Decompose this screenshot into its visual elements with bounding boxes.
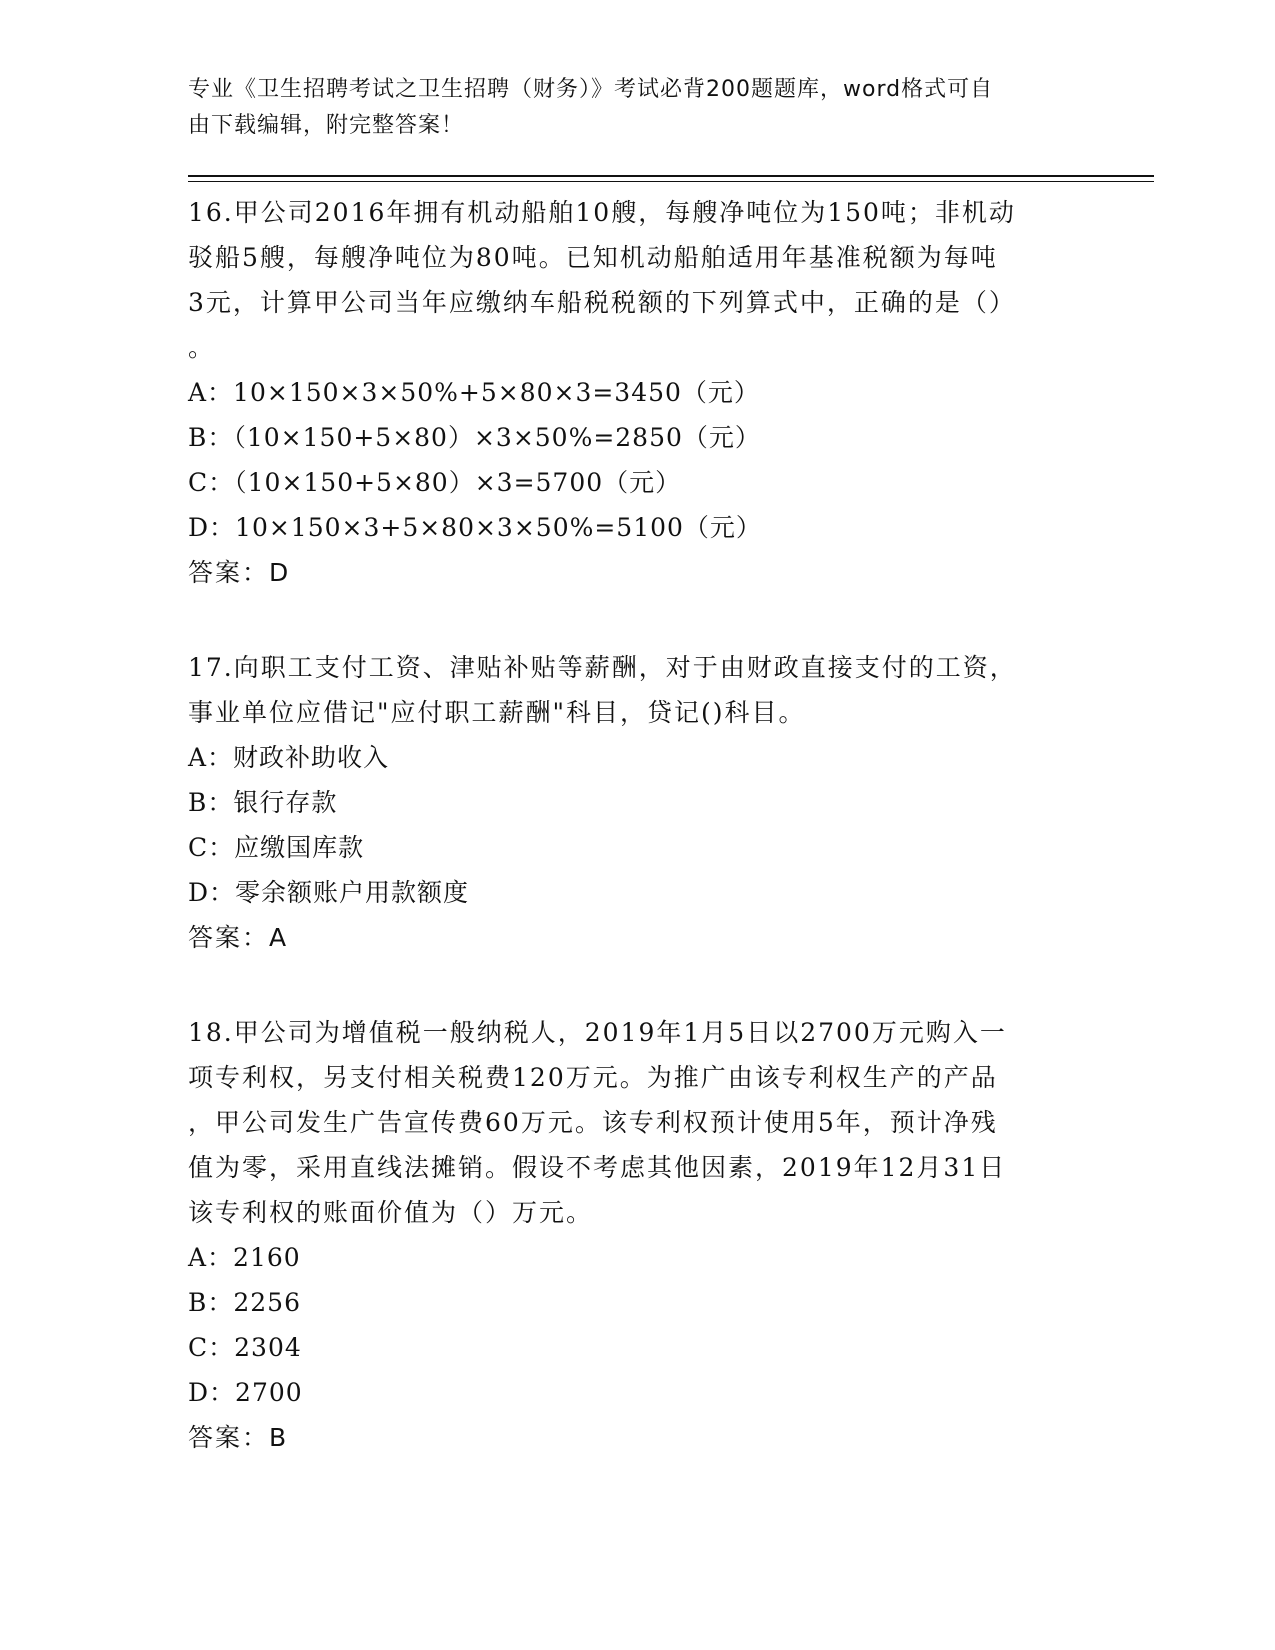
header-divider-thick	[188, 175, 1154, 177]
question-18	[188, 1010, 1088, 1460]
option-a: A：10×150×3×50%+5×80×3=3450（元）	[188, 378, 760, 407]
question-stem-line: 驳船5艘，每艘净吨位为80吨。已知机动船舶适用年基准税额为每吨	[188, 243, 998, 272]
question-16	[188, 190, 1088, 595]
question-stem-line: 值为零，采用直线法摊销。假设不考虑其他因素，2019年12月31日	[188, 1153, 1007, 1182]
question-stem-line: 16.甲公司2016年拥有机动船舶10艘，每艘净吨位为150吨；非机动	[188, 198, 1016, 227]
question-stem-line: 该专利权的账面价值为（）万元。	[188, 1198, 594, 1227]
question-stem-line: 。	[188, 333, 216, 362]
option-a: A：2160	[188, 1243, 301, 1272]
question-17	[188, 645, 1088, 960]
document-header	[188, 72, 1088, 144]
answer-line: 答案：B	[188, 1423, 289, 1452]
option-c: C：（10×150+5×80）×3=5700（元）	[188, 468, 682, 497]
option-d: D：2700	[188, 1378, 303, 1407]
option-a: A：财政补助收入	[188, 743, 390, 772]
question-stem-line: 事业单位应借记"应付职工薪酬"科目，贷记()科目。	[188, 698, 806, 727]
answer-line: 答案：A	[188, 923, 289, 952]
answer-line: 答案：D	[188, 558, 291, 587]
question-list	[188, 190, 1088, 1510]
header-line-1: 专业《卫生招聘考试之卫生招聘（财务）》考试必背200题题库，word格式可自	[188, 77, 994, 102]
question-stem-line: 项专利权，另支付相关税费120万元。为推广由该专利权生产的产品	[188, 1063, 998, 1092]
option-c: C：2304	[188, 1333, 302, 1362]
option-b: B：（10×150+5×80）×3×50%=2850（元）	[188, 423, 761, 452]
option-b: B：银行存款	[188, 788, 338, 817]
option-d: D：10×150×3+5×80×3×50%=5100（元）	[188, 513, 762, 542]
question-stem-line: 17.向职工支付工资、津贴补贴等薪酬，对于由财政直接支付的工资，	[188, 653, 1017, 682]
question-stem-line: 3元，计算甲公司当年应缴纳车船税税额的下列算式中，正确的是（）	[188, 288, 1016, 317]
option-c: C：应缴国库款	[188, 833, 365, 862]
option-d: D：零余额账户用款额度	[188, 878, 470, 907]
option-b: B：2256	[188, 1288, 301, 1317]
header-line-2: 由下载编辑，附完整答案！	[188, 113, 465, 138]
header-divider-thin	[188, 181, 1154, 182]
question-stem-line: 18.甲公司为增值税一般纳税人，2019年1月5日以2700万元购入一	[188, 1018, 1007, 1047]
question-stem-line: ，甲公司发生广告宣传费60万元。该专利权预计使用5年，预计净残	[188, 1108, 998, 1137]
